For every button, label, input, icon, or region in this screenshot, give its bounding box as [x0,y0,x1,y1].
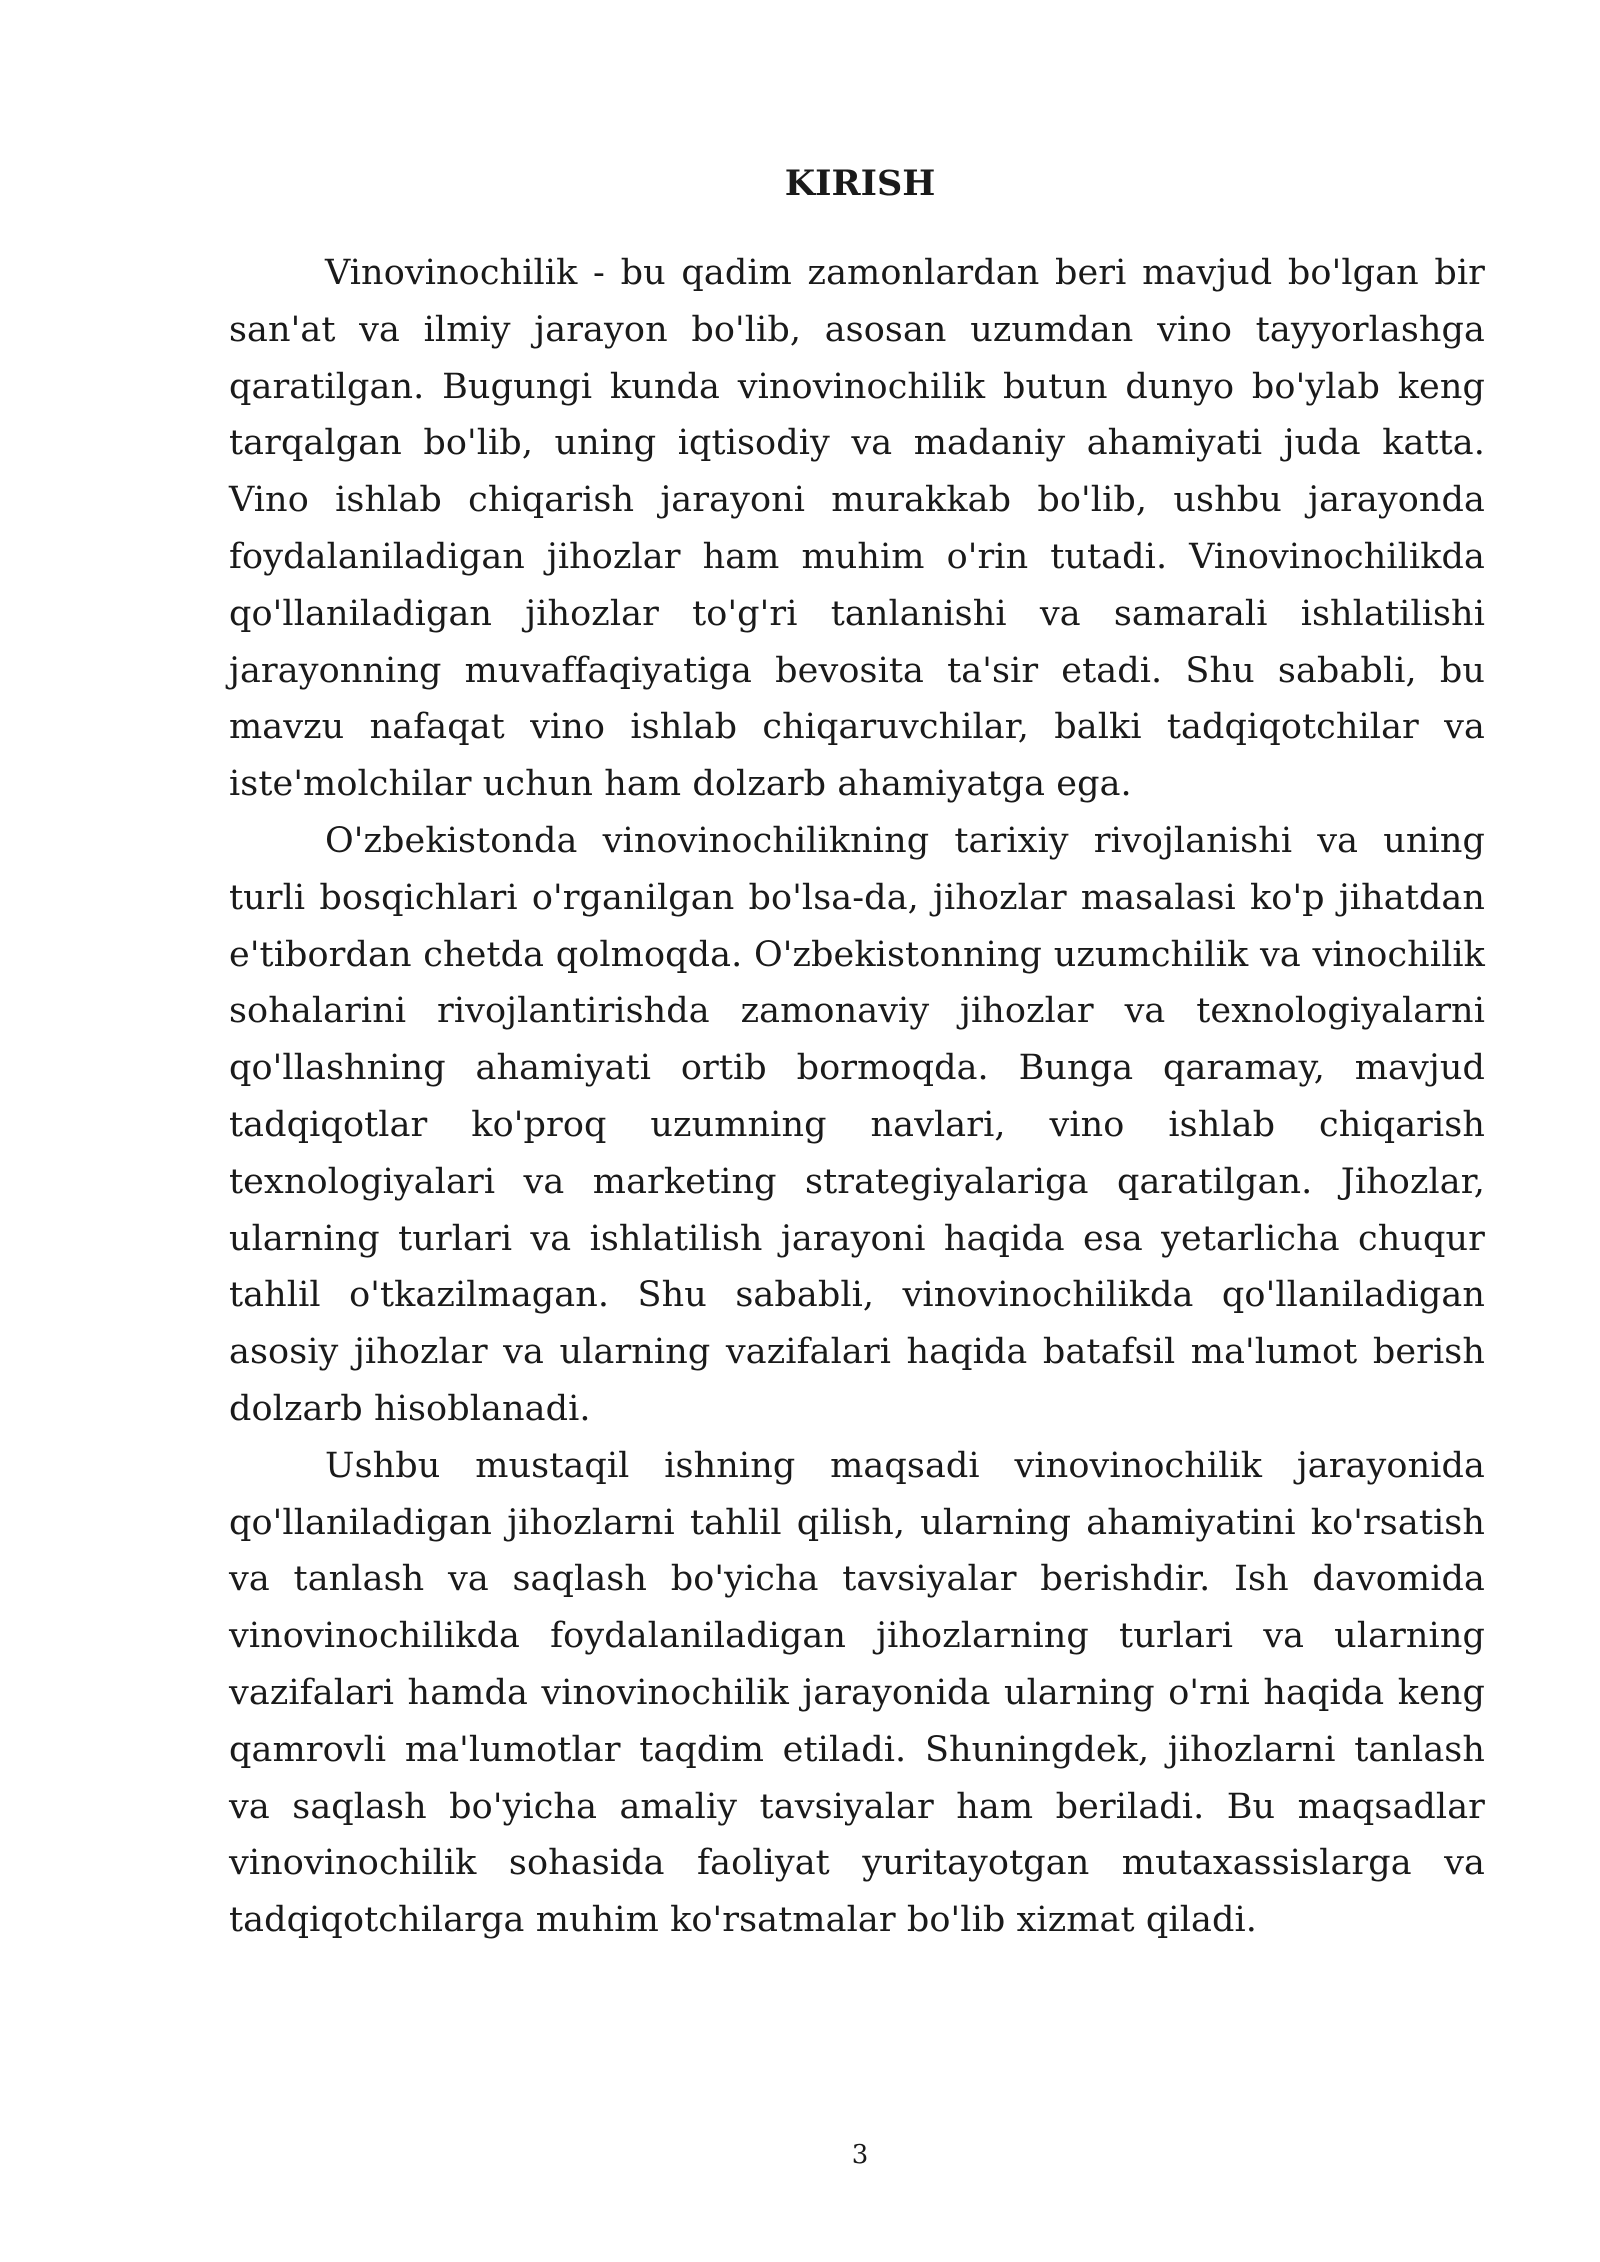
page-number: 3 [851,2140,869,2170]
paragraph-2: O'zbekistonda vinovinochilikning tarixiy rivojlanishi va uning turli bosqichlari o'rganilgan bo'lsa-da, jihozlar masalasi ko'p jihatdan e'tibordan chetda qolmoqda. O'zbekistonning uzumchilik va vinochilik sohalarini rivojlantirishda zamonaviy jihozlar va texnologiyalarni qo'llashning ahamiyati ortib bormoqda. Bunga qaramay, mavjud tadqiqotlar ko'proq uzumning navlari, vino ishlab chiqarish texnologiyalari va marketing strategiyalariga qaratilgan. Jihozlar, ularning turlari va ishlatilish jarayoni haqida esa yetarlicha chuqur tahlil o'tkazilmagan. Shu sababli, vinovinochilikda qo'llaniladigan asosiy jihozlar va ularning vazifalari haqida batafsil ma'lumot berish dolzarb hisoblanadi. [229,820,1485,1429]
paragraph-3: Ushbu mustaqil ishning maqsadi vinovinochilik jarayonida qo'llaniladigan jihozlarni tahlil qilish, ularning ahamiyatini ko'rsatish va tanlash va saqlash bo'yicha tavsiyalar berishdir. Ish davomida vinovinochilikda foydalaniladigan jihozlarning turlari va ularning vazifalari hamda vinovinochilik jarayonida ularning o'rni haqida keng qamrovli ma'lumotlar taqdim etiladi. Shuningdek, jihozlarni tanlash va saqlash bo'yicha amaliy tavsiyalar ham beriladi. Bu maqsadlar vinovinochilik sohasida faoliyat yuritayotgan mutaxassislarga va tadqiqotchilarga muhim ko'rsatmalar bo'lib xizmat qiladi. [229,1445,1485,1941]
page-title: KIRISH [784,163,936,204]
paragraph-1: Vinovinochilik - bu qadim zamonlardan beri mavjud bo'lgan bir san'at va ilmiy jarayon bo'lib, asosan uzumdan vino tayyorlashga qaratilgan. Bugungi kunda vinovinochilik butun dunyo bo'ylab keng tarqalgan bo'lib, uning iqtisodiy va madaniy ahamiyati juda katta. Vino ishlab chiqarish jarayoni murakkab bo'lib, ushbu jarayonda foydalaniladigan jihozlar ham muhim o'rin tutadi. Vinovinochilikda qo'llaniladigan jihozlar to'g'ri tanlanishi va samarali ishlatilishi jarayonning muvaffaqiyatiga bevosita ta'sir etadi. Shu sababli, bu mavzu nafaqat vino ishlab chiqaruvchilar, balki tadqiqotchilar va iste'molchilar uchun ham dolzarb ahamiyatga ega. [229,253,1485,805]
body-text [229,245,1485,1949]
